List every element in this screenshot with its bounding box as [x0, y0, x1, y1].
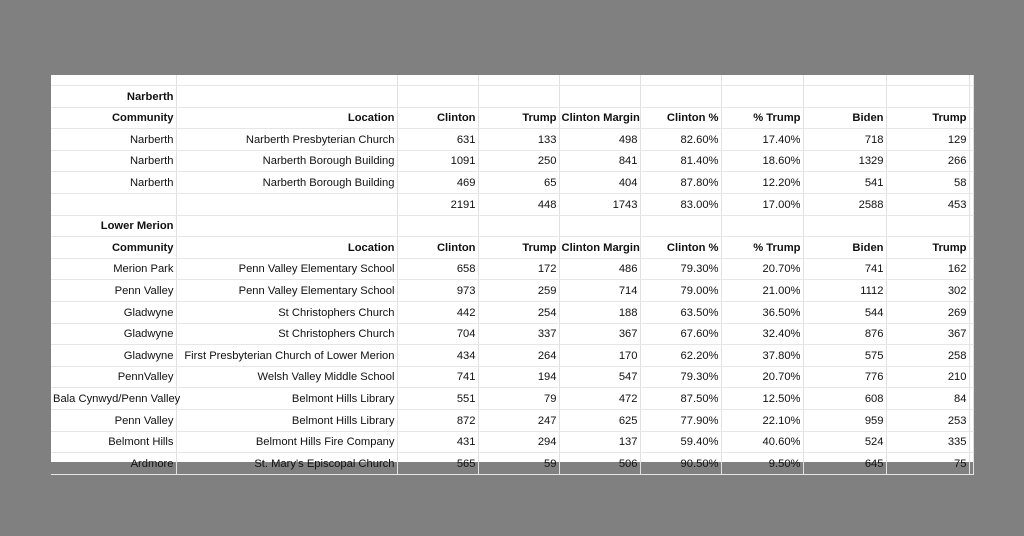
cell[interactable]: St Christophers Church — [176, 301, 397, 323]
cell[interactable]: Ardmore — [51, 453, 176, 475]
cell[interactable]: 959 — [803, 409, 886, 431]
cell[interactable]: 367 — [559, 323, 640, 345]
cell[interactable]: Trump — [478, 107, 559, 129]
cell[interactable] — [969, 75, 973, 86]
section-title[interactable]: Lower Merion — [51, 215, 176, 237]
cell[interactable] — [559, 86, 640, 108]
cell[interactable]: Trump — [478, 237, 559, 259]
cell[interactable]: 59 — [478, 453, 559, 475]
blank-row — [51, 75, 973, 86]
cell[interactable]: 20.70% — [721, 366, 803, 388]
table-row — [51, 280, 973, 302]
cell[interactable]: 250 — [478, 150, 559, 172]
cell[interactable]: 259 — [478, 280, 559, 302]
cell[interactable] — [803, 75, 886, 86]
cell[interactable]: Narberth Presbyterian Church — [176, 129, 397, 151]
cell[interactable]: 506 — [559, 453, 640, 475]
cell[interactable]: 75 — [886, 453, 969, 475]
cell[interactable]: Bala Cynwyd/Penn Valley — [51, 388, 176, 410]
cell[interactable] — [969, 409, 973, 431]
cell[interactable] — [721, 75, 803, 86]
cell[interactable]: Gladwyne — [51, 301, 176, 323]
cell[interactable] — [969, 150, 973, 172]
header-row — [51, 237, 973, 259]
cell[interactable]: 67.60% — [640, 323, 721, 345]
cell[interactable] — [559, 215, 640, 237]
cell[interactable]: Penn Valley — [51, 409, 176, 431]
table-row — [51, 172, 973, 194]
cell[interactable] — [969, 86, 973, 108]
cell[interactable]: 247 — [478, 409, 559, 431]
cell[interactable] — [886, 86, 969, 108]
cell[interactable]: 77.90% — [640, 409, 721, 431]
cell[interactable] — [969, 323, 973, 345]
cell[interactable]: 264 — [478, 345, 559, 367]
cell[interactable]: First Presbyterian Church of Lower Merion — [176, 345, 397, 367]
cell[interactable]: 87.80% — [640, 172, 721, 194]
cell[interactable]: 337 — [478, 323, 559, 345]
section-title-row — [51, 215, 973, 237]
cell[interactable] — [969, 129, 973, 151]
cell[interactable]: 172 — [478, 258, 559, 280]
cell[interactable] — [969, 388, 973, 410]
cell[interactable]: 453 — [886, 193, 969, 215]
cell[interactable]: Clinton % — [640, 107, 721, 129]
cell[interactable]: 266 — [886, 150, 969, 172]
cell[interactable] — [397, 215, 478, 237]
cell[interactable]: Trump — [886, 107, 969, 129]
cell[interactable]: Clinton — [397, 237, 478, 259]
cell[interactable]: 1743 — [559, 193, 640, 215]
cell[interactable]: 872 — [397, 409, 478, 431]
cell[interactable]: 547 — [559, 366, 640, 388]
cell[interactable]: 486 — [559, 258, 640, 280]
cell[interactable]: 79.30% — [640, 258, 721, 280]
cell[interactable]: 162 — [886, 258, 969, 280]
cell[interactable] — [969, 107, 973, 129]
cell[interactable]: 133 — [478, 129, 559, 151]
cell[interactable] — [969, 280, 973, 302]
cell[interactable]: 1112 — [803, 280, 886, 302]
cell[interactable]: 704 — [397, 323, 478, 345]
cell[interactable]: 82.60% — [640, 129, 721, 151]
cell[interactable]: 9.50% — [721, 453, 803, 475]
cell[interactable]: Biden — [803, 237, 886, 259]
cell[interactable] — [640, 86, 721, 108]
cell[interactable]: 2588 — [803, 193, 886, 215]
cell[interactable]: 81.40% — [640, 150, 721, 172]
cell[interactable]: 434 — [397, 345, 478, 367]
table-row — [51, 258, 973, 280]
cell[interactable]: PennValley — [51, 366, 176, 388]
cell[interactable]: Belmont Hills — [51, 431, 176, 453]
table-row — [51, 409, 973, 431]
section-title[interactable]: Narberth — [51, 86, 176, 108]
cell[interactable]: Merion Park — [51, 258, 176, 280]
cell[interactable]: Clinton — [397, 107, 478, 129]
table-row — [51, 150, 973, 172]
cell[interactable]: 194 — [478, 366, 559, 388]
cell[interactable]: 631 — [397, 129, 478, 151]
cell[interactable]: Community — [51, 237, 176, 259]
cell[interactable]: 876 — [803, 323, 886, 345]
cell[interactable]: 448 — [478, 193, 559, 215]
cell[interactable]: Biden — [803, 107, 886, 129]
table-row — [51, 345, 973, 367]
cell[interactable]: 575 — [803, 345, 886, 367]
cell[interactable]: 2191 — [397, 193, 478, 215]
table-row — [51, 323, 973, 345]
cell[interactable]: Narberth — [51, 129, 176, 151]
cell[interactable]: Belmont Hills Library — [176, 388, 397, 410]
cell[interactable] — [803, 215, 886, 237]
cell[interactable]: 79 — [478, 388, 559, 410]
spreadsheet-grid — [51, 75, 973, 470]
cell[interactable] — [803, 86, 886, 108]
cell[interactable] — [886, 75, 969, 86]
cell[interactable]: % Trump — [721, 107, 803, 129]
cell[interactable] — [397, 86, 478, 108]
cell[interactable] — [559, 75, 640, 86]
cell[interactable]: 625 — [559, 409, 640, 431]
results-table — [51, 75, 974, 475]
cell[interactable]: 645 — [803, 453, 886, 475]
table-row — [51, 129, 973, 151]
cell[interactable] — [886, 215, 969, 237]
cell[interactable]: 524 — [803, 431, 886, 453]
cell[interactable] — [478, 215, 559, 237]
cell[interactable] — [640, 215, 721, 237]
table-row — [51, 453, 973, 475]
cell[interactable]: 258 — [886, 345, 969, 367]
cell[interactable]: Penn Valley Elementary School — [176, 280, 397, 302]
cell[interactable]: Penn Valley Elementary School — [176, 258, 397, 280]
cell[interactable]: 36.50% — [721, 301, 803, 323]
cell[interactable] — [721, 215, 803, 237]
cell[interactable]: 62.20% — [640, 345, 721, 367]
cell[interactable]: 335 — [886, 431, 969, 453]
cell[interactable] — [176, 86, 397, 108]
cell[interactable]: 253 — [886, 409, 969, 431]
cell[interactable]: 431 — [397, 431, 478, 453]
cell[interactable]: 129 — [886, 129, 969, 151]
cell[interactable]: 404 — [559, 172, 640, 194]
cell[interactable] — [969, 172, 973, 194]
cell[interactable]: 12.20% — [721, 172, 803, 194]
cell[interactable] — [176, 193, 397, 215]
cell[interactable]: 544 — [803, 301, 886, 323]
cell[interactable]: 718 — [803, 129, 886, 151]
cell[interactable]: 12.50% — [721, 388, 803, 410]
cell[interactable]: 83.00% — [640, 193, 721, 215]
cell[interactable] — [969, 453, 973, 475]
cell[interactable]: 59.40% — [640, 431, 721, 453]
cell[interactable]: 269 — [886, 301, 969, 323]
cell[interactable]: 551 — [397, 388, 478, 410]
cell[interactable]: 741 — [397, 366, 478, 388]
cell[interactable]: Gladwyne — [51, 323, 176, 345]
cell[interactable] — [51, 193, 176, 215]
cell[interactable]: 17.40% — [721, 129, 803, 151]
cell[interactable]: 188 — [559, 301, 640, 323]
cell[interactable]: 170 — [559, 345, 640, 367]
cell[interactable]: 714 — [559, 280, 640, 302]
table-row — [51, 301, 973, 323]
cell[interactable]: Narberth Borough Building — [176, 150, 397, 172]
cell[interactable]: Clinton Margin — [559, 107, 640, 129]
cell[interactable]: 18.60% — [721, 150, 803, 172]
cell[interactable]: 32.40% — [721, 323, 803, 345]
cell[interactable]: Community — [51, 107, 176, 129]
table-row — [51, 388, 973, 410]
cell[interactable]: Gladwyne — [51, 345, 176, 367]
table-row — [51, 431, 973, 453]
cell[interactable]: 442 — [397, 301, 478, 323]
cell[interactable] — [969, 215, 973, 237]
cell[interactable]: St. Mary's Episcopal Church — [176, 453, 397, 475]
total-row — [51, 193, 973, 215]
cell[interactable] — [640, 75, 721, 86]
cell[interactable]: 65 — [478, 172, 559, 194]
cell[interactable]: 776 — [803, 366, 886, 388]
cell[interactable] — [176, 75, 397, 86]
cell[interactable]: 302 — [886, 280, 969, 302]
cell[interactable] — [969, 301, 973, 323]
section-title-row — [51, 86, 973, 108]
cell[interactable]: 20.70% — [721, 258, 803, 280]
cell[interactable] — [51, 75, 176, 86]
cell[interactable] — [478, 86, 559, 108]
cell[interactable]: Welsh Valley Middle School — [176, 366, 397, 388]
cell[interactable]: Penn Valley — [51, 280, 176, 302]
cell[interactable]: 210 — [886, 366, 969, 388]
cell[interactable]: 498 — [559, 129, 640, 151]
cell[interactable]: Clinton % — [640, 237, 721, 259]
cell[interactable]: St Christophers Church — [176, 323, 397, 345]
cell[interactable] — [969, 345, 973, 367]
cell[interactable] — [969, 193, 973, 215]
cell[interactable]: Belmont Hills Library — [176, 409, 397, 431]
cell[interactable]: 565 — [397, 453, 478, 475]
cell[interactable]: Belmont Hills Fire Company — [176, 431, 397, 453]
cell[interactable]: 21.00% — [721, 280, 803, 302]
cell[interactable]: 367 — [886, 323, 969, 345]
cell[interactable]: 469 — [397, 172, 478, 194]
cell[interactable]: 294 — [478, 431, 559, 453]
cell[interactable] — [397, 75, 478, 86]
cell[interactable] — [969, 366, 973, 388]
cell[interactable]: 1329 — [803, 150, 886, 172]
cell[interactable]: 37.80% — [721, 345, 803, 367]
cell[interactable]: 608 — [803, 388, 886, 410]
cell[interactable]: 254 — [478, 301, 559, 323]
cell[interactable]: 79.30% — [640, 366, 721, 388]
cell[interactable]: 22.10% — [721, 409, 803, 431]
cell[interactable]: 541 — [803, 172, 886, 194]
cell[interactable]: 87.50% — [640, 388, 721, 410]
cell[interactable]: Narberth — [51, 172, 176, 194]
cell[interactable]: 63.50% — [640, 301, 721, 323]
cell[interactable]: Trump — [886, 237, 969, 259]
cell[interactable]: Location — [176, 237, 397, 259]
cell[interactable]: 58 — [886, 172, 969, 194]
cell[interactable]: Narberth — [51, 150, 176, 172]
cell[interactable]: 90.50% — [640, 453, 721, 475]
cell[interactable] — [176, 215, 397, 237]
cell[interactable]: 1091 — [397, 150, 478, 172]
cell[interactable]: 741 — [803, 258, 886, 280]
cell[interactable]: 17.00% — [721, 193, 803, 215]
cell[interactable]: 658 — [397, 258, 478, 280]
cell[interactable] — [969, 431, 973, 453]
cell[interactable] — [478, 75, 559, 86]
cell[interactable]: 973 — [397, 280, 478, 302]
cell[interactable]: 472 — [559, 388, 640, 410]
cell[interactable]: 841 — [559, 150, 640, 172]
cell[interactable]: 79.00% — [640, 280, 721, 302]
header-row — [51, 107, 973, 129]
cell[interactable]: % Trump — [721, 237, 803, 259]
cell[interactable]: 84 — [886, 388, 969, 410]
cell[interactable]: 137 — [559, 431, 640, 453]
cell[interactable]: Narberth Borough Building — [176, 172, 397, 194]
cell[interactable] — [969, 258, 973, 280]
cell[interactable] — [721, 86, 803, 108]
cell[interactable]: Location — [176, 107, 397, 129]
cell[interactable]: Clinton Margin — [559, 237, 640, 259]
table-row — [51, 366, 973, 388]
cell[interactable]: 40.60% — [721, 431, 803, 453]
cell[interactable] — [969, 237, 973, 259]
